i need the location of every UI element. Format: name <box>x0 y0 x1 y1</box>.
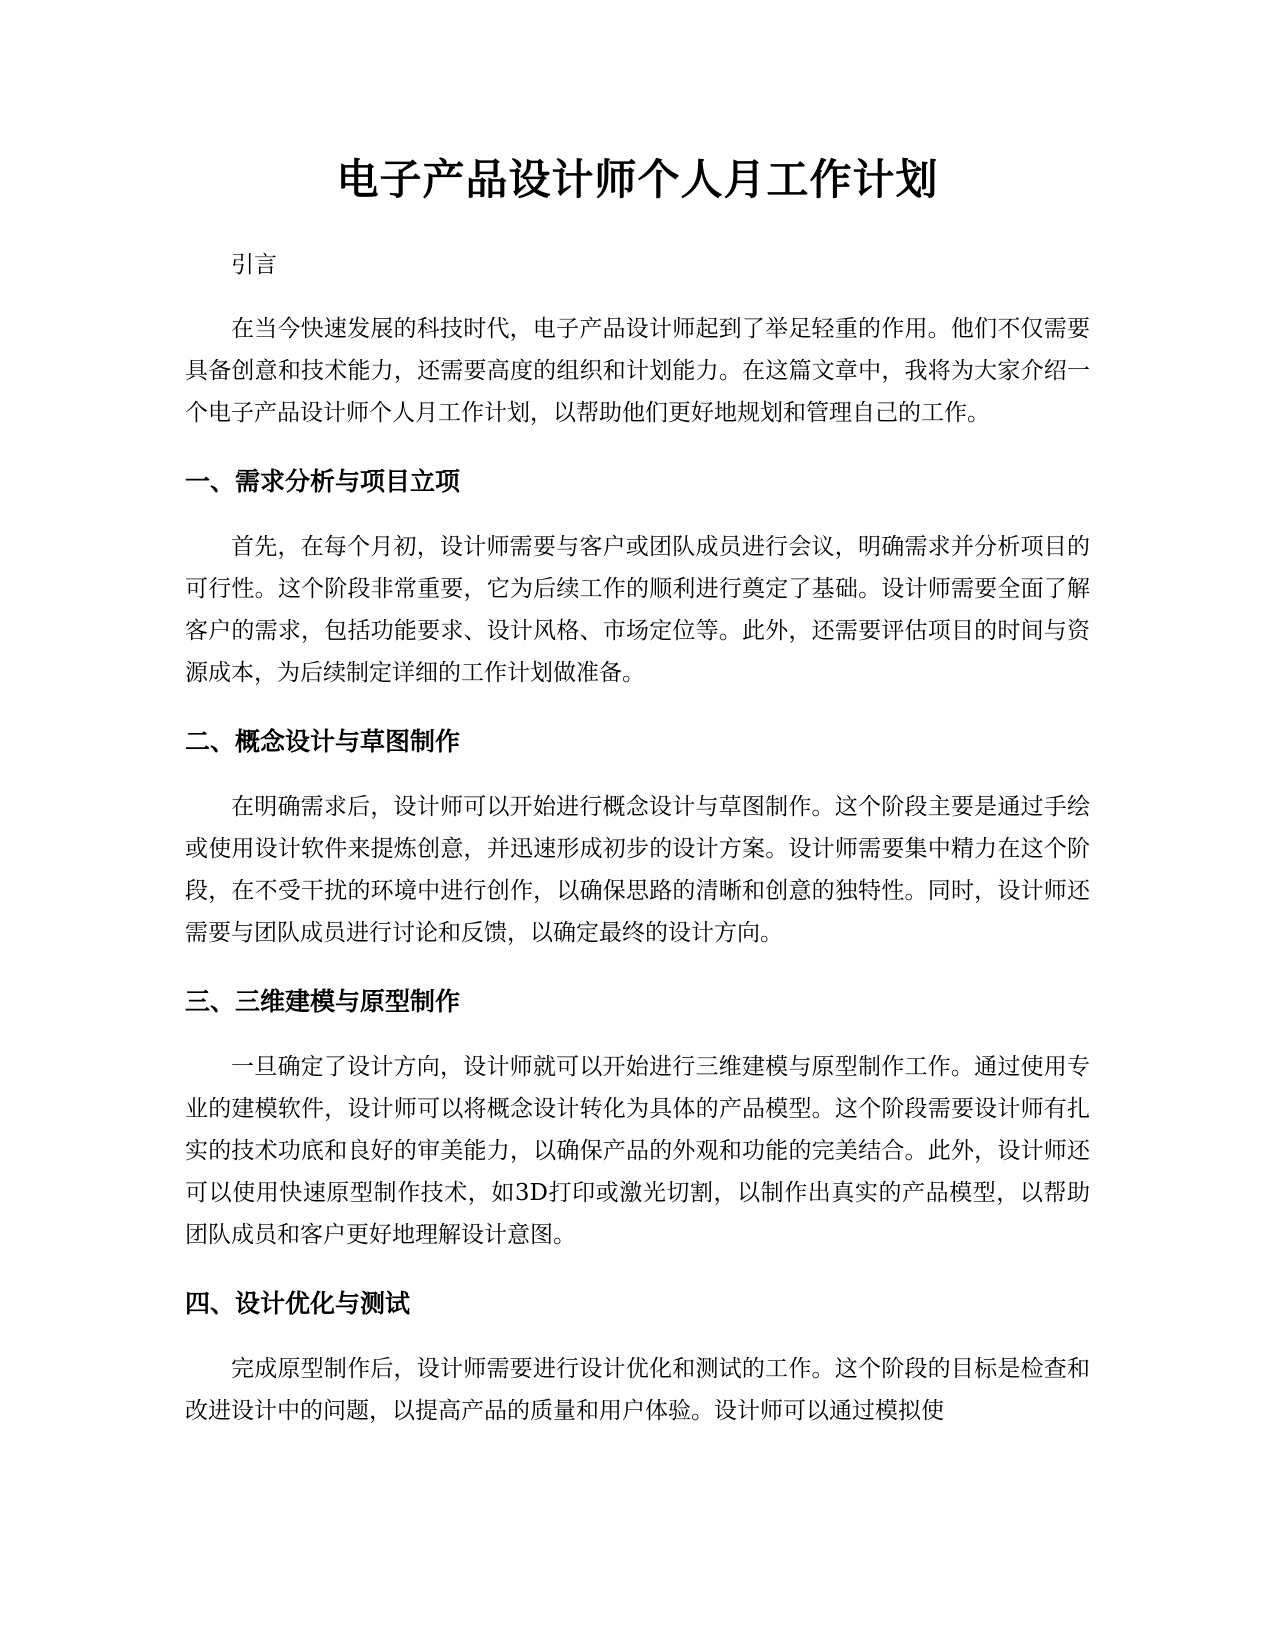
section-heading-2: 二、概念设计与草图制作 <box>185 727 461 756</box>
intro-label: 引言 <box>231 252 277 278</box>
document-title: 电子产品设计师个人月工作计划 <box>336 155 939 204</box>
section-heading-3: 三、三维建模与原型制作 <box>185 987 461 1016</box>
section-body-4: 完成原型制作后，设计师需要进行设计优化和测试的工作。这个阶段的目标是检查和改进设计中的问题，以提高产品的质量和用户体验。设计师可以通过模拟使 <box>185 1356 1090 1424</box>
section-body-2: 在明确需求后，设计师可以开始进行概念设计与草图制作。这个阶段主要是通过手绘或使用设计软件来提炼创意，并迅速形成初步的设计方案。设计师需要集中精力在这个阶段，在不受干扰的环境中进行创作，以确保思路的清晰和创意的独特性。同时，设计师还需要与团队成员进行讨论和反馈，以确定最终的设计方向。 <box>185 794 1090 946</box>
intro-paragraph: 在当今快速发展的科技时代，电子产品设计师起到了举足轻重的作用。他们不仅需要具备创意和技术能力，还需要高度的组织和计划能力。在这篇文章中，我将为大家介绍一个电子产品设计师个人月工作计划，以帮助他们更好地规划和管理自己的工作。 <box>185 316 1090 426</box>
section-body-1: 首先，在每个月初，设计师需要与客户或团队成员进行会议，明确需求并分析项目的可行性。这个阶段非常重要，它为后续工作的顺利进行奠定了基础。设计师需要全面了解客户的需求，包括功能要求、设计风格、市场定位等。此外，还需要评估项目的时间与资源成本，为后续制定详细的工作计划做准备。 <box>185 534 1090 686</box>
document-page <box>185 0 1090 1432</box>
section-body-3: 一旦确定了设计方向，设计师就可以开始进行三维建模与原型制作工作。通过使用专业的建模软件，设计师可以将概念设计转化为具体的产品模型。这个阶段需要设计师有扎实的技术功底和良好的审美能力，以确保产品的外观和功能的完美结合。此外，设计师还可以使用快速原型制作技术，如3D打印或激光切割，以制作出真实的产品模型，以帮助团队成员和客户更好地理解设计意图。 <box>185 1054 1090 1248</box>
section-heading-4: 四、设计优化与测试 <box>185 1289 411 1318</box>
section-heading-1: 一、需求分析与项目立项 <box>185 467 461 496</box>
